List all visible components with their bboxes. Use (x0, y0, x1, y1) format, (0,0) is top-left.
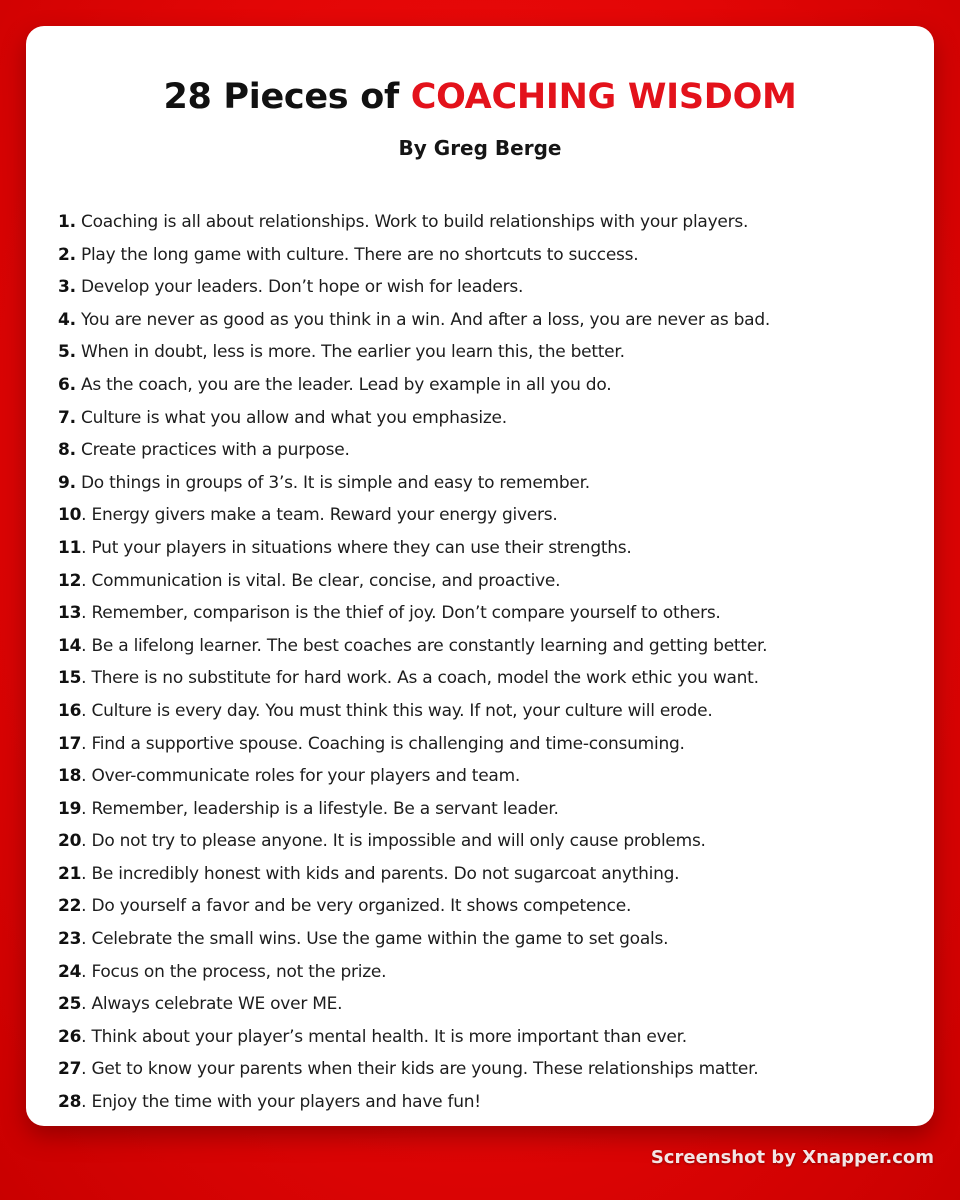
list-item (58, 825, 928, 858)
list-item (58, 858, 928, 891)
item-number: 17 (58, 733, 82, 754)
item-text: Play the long game with culture. There are no shortcuts to success. (75, 244, 639, 265)
item-number: 15 (58, 668, 82, 689)
item-number: 23 (58, 929, 82, 950)
document-card (26, 26, 934, 1126)
list-item (58, 793, 928, 826)
list-item (58, 434, 928, 467)
page-title (26, 77, 934, 117)
item-number: 7. (58, 407, 76, 428)
item-number: 11 (58, 537, 82, 558)
list-item (58, 956, 928, 989)
item-text: . Do yourself a favor and be very organized. It shows competence. (81, 896, 632, 917)
item-text: . Put your players in situations where they can use their strengths. (81, 537, 632, 558)
list-item (58, 369, 928, 402)
item-number: 10 (58, 505, 82, 526)
item-text: . Think about your player’s mental health. It is more important than ever. (81, 1026, 687, 1047)
list-item (58, 988, 928, 1021)
item-number: 21 (58, 863, 82, 884)
list-item (58, 597, 928, 630)
item-number: 14 (58, 635, 82, 656)
item-text: . There is no substitute for hard work. As a coach, model the work ethic you want. (81, 668, 759, 689)
item-text: Coaching is all about relationships. Work to build relationships with your players. (75, 212, 749, 232)
list-item (58, 467, 928, 500)
item-text: Culture is what you allow and what you emphasize. (75, 407, 507, 428)
list-item (58, 271, 928, 304)
item-number: 5. (58, 342, 76, 363)
item-number: 19 (58, 798, 82, 819)
item-text: . Be incredibly honest with kids and parents. Do not sugarcoat anything. (81, 863, 680, 884)
item-text: . Enjoy the time with your players and have fun! (81, 1092, 481, 1113)
item-text: . Culture is every day. You must think this way. If not, your culture will erode. (81, 700, 713, 721)
list-item (58, 1053, 928, 1086)
item-text: . Be a lifelong learner. The best coaches are constantly learning and getting better. (81, 635, 768, 656)
item-number: 18 (58, 766, 82, 787)
list-item (58, 304, 928, 337)
list-item (58, 890, 928, 923)
list-item (58, 1021, 928, 1054)
item-text: As the coach, you are the leader. Lead by example in all you do. (75, 374, 612, 395)
item-text: . Over-communicate roles for your players and team. (81, 766, 521, 787)
item-text: You are never as good as you think in a win. And after a loss, you are never as bad. (75, 309, 771, 330)
item-number: 3. (58, 277, 76, 298)
item-number: 9. (58, 472, 76, 493)
item-number: 6. (58, 374, 76, 395)
list-item (58, 728, 928, 761)
item-text: . Find a supportive spouse. Coaching is challenging and time-consuming. (81, 733, 685, 754)
item-number: 13 (58, 603, 82, 624)
list-item (58, 206, 928, 239)
item-number: 8. (58, 440, 76, 461)
list-item (58, 662, 928, 695)
list-item (58, 760, 928, 793)
list-item (58, 695, 928, 728)
item-text: . Communication is vital. Be clear, concise, and proactive. (81, 570, 561, 591)
item-number: 22 (58, 896, 82, 917)
list-item (58, 565, 928, 598)
byline: By Greg Berge (398, 136, 562, 160)
item-number: 20 (58, 831, 82, 852)
item-number: 25 (58, 994, 82, 1015)
list-item (58, 402, 928, 435)
item-text: . Get to know your parents when their kids are young. These relationships matter. (81, 1059, 759, 1080)
item-text: . Remember, leadership is a lifestyle. Be a servant leader. (81, 798, 559, 819)
item-text: Create practices with a purpose. (75, 440, 350, 461)
watermark: Screenshot by Xnapper.com (650, 1147, 934, 1168)
item-text: When in doubt, less is more. The earlier you learn this, the better. (75, 342, 625, 363)
item-number: 2. (58, 244, 76, 265)
item-text: Develop your leaders. Don’t hope or wish for leaders. (75, 277, 524, 298)
list-item (58, 1086, 928, 1119)
list-item (58, 499, 928, 532)
wisdom-list (58, 206, 928, 1119)
item-number: 26 (58, 1026, 82, 1047)
item-number: 24 (58, 961, 82, 982)
list-item (58, 923, 928, 956)
list-item (58, 630, 928, 663)
item-text: . Remember, comparison is the thief of joy. Don’t compare yourself to others. (81, 603, 721, 624)
item-text: Do things in groups of 3’s. It is simple and easy to remember. (75, 472, 590, 493)
item-text: . Energy givers make a team. Reward your energy givers. (81, 505, 558, 526)
item-text: . Always celebrate WE over ME. (81, 994, 343, 1015)
title-accent: COACHING WISDOM (410, 77, 797, 117)
item-text: . Celebrate the small wins. Use the game within the game to set goals. (81, 929, 669, 950)
title-prefix: 28 Pieces of (163, 77, 411, 117)
item-number: 28 (58, 1092, 82, 1113)
item-text: . Focus on the process, not the prize. (81, 961, 387, 982)
item-number: 1. (58, 212, 76, 232)
item-number: 12 (58, 570, 82, 591)
item-number: 27 (58, 1059, 82, 1080)
list-item (58, 532, 928, 565)
item-number: 16 (58, 700, 82, 721)
item-text: . Do not try to please anyone. It is impossible and will only cause problems. (81, 831, 706, 852)
item-number: 4. (58, 309, 76, 330)
list-item (58, 336, 928, 369)
list-item (58, 239, 928, 272)
